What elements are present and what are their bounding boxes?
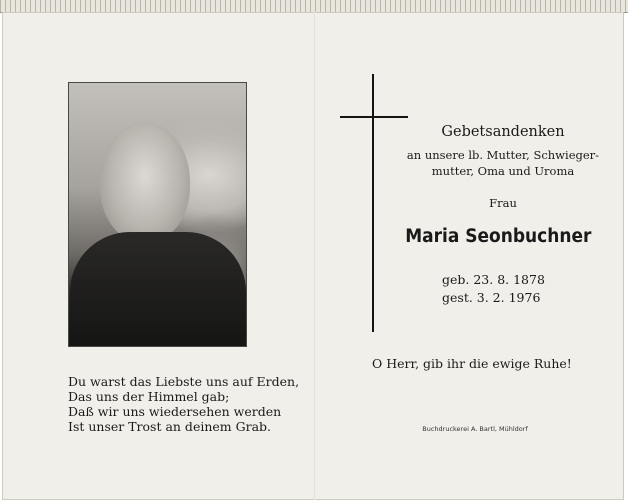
poem-line-3: Daß wir uns wiedersehen werden	[68, 404, 282, 419]
card-title: Gebetsandenken	[441, 124, 565, 140]
cross-bar-icon	[340, 116, 408, 118]
birth-date: geb. 23. 8. 1878	[442, 272, 545, 287]
card-fold	[314, 12, 316, 500]
salutation: Frau	[489, 196, 517, 210]
dedication-line-2: mutter, Oma und Uroma	[431, 164, 575, 178]
memorial-poem	[68, 374, 308, 434]
printer-credit: Buchdruckerei A. Bartl, Mühldorf	[422, 425, 528, 433]
portrait-face	[100, 122, 190, 242]
poem-line-2: Das uns der Himmel gab;	[68, 389, 230, 404]
dedication-line-1: an unsere lb. Mutter, Schwieger-	[406, 148, 600, 162]
prayer-line: O Herr, gib ihr die ewige Ruhe!	[372, 356, 572, 371]
death-date: gest. 3. 2. 1976	[442, 290, 541, 305]
cross-icon	[372, 74, 374, 332]
poem-line-1: Du warst das Liebste uns auf Erden,	[68, 374, 300, 389]
deceased-name: Maria Seonbuchner	[405, 226, 592, 247]
portrait-clothing	[70, 232, 246, 346]
poem-line-4: Ist unser Trost an deinem Grab.	[68, 419, 271, 434]
